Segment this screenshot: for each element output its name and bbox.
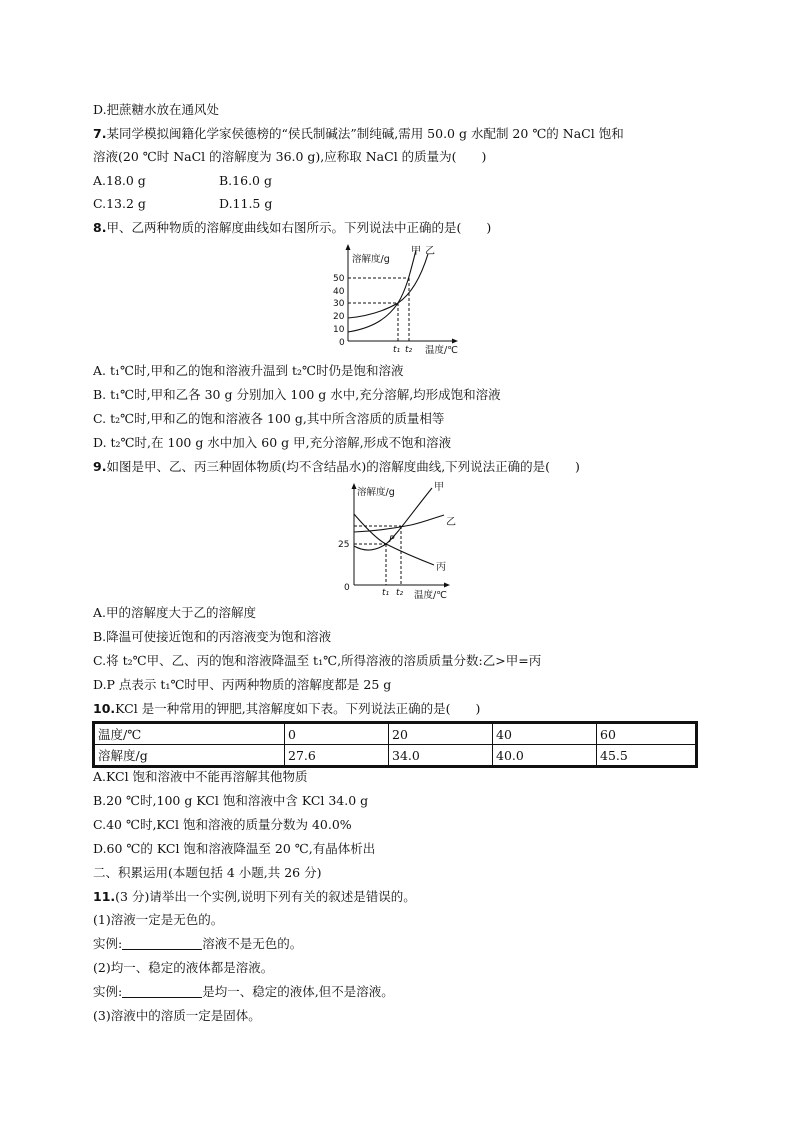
table-cell: 20 [389,723,493,745]
q8-text: 甲、乙两种物质的溶解度曲线如右图所示。下列说法中正确的是( ) [106,220,492,235]
table-cell: 溶解度/g [94,745,285,767]
q10-number: 10. [93,701,116,716]
q9-point-p: P [389,535,395,545]
answer-blank-2[interactable] [122,985,202,998]
q9-xlabel: 温度/℃ [414,590,447,601]
table-cell: 40 [493,723,597,745]
q8-option-d: D. t₂℃时,在 100 g 水中加入 60 g 甲,充分溶解,形成不饱和溶液 [93,435,452,450]
q9-stem [93,459,580,475]
q11-number: 11. [93,889,116,904]
example-label: 实例: [93,936,123,951]
q11-part-2: (2)均一、稳定的液体都是溶液。 [93,960,274,975]
q8-option-b: B. t₁℃时,甲和乙各 30 g 分别加入 100 g 水中,充分溶解,均形成饱和溶液 [93,387,501,402]
table-cell: 60 [597,723,697,745]
q11-stem [93,889,416,905]
q6-option-d: D.把蔗糖水放在通风处 [93,102,220,117]
q8-x-arrow [452,339,458,344]
q10-option-b: B.20 ℃时,100 g KCl 饱和溶液中含 KCl 34.0 g [93,793,369,808]
table-cell: 0 [285,723,389,745]
q8-solubility-chart [318,240,468,358]
table-cell: 27.6 [285,745,389,767]
q8-ytick-10: 10 [333,325,345,335]
q9-solubility-chart [336,478,462,602]
q11-part-3: (3)溶液中的溶质一定是固体。 [93,1008,261,1023]
q11-part-1-example [93,936,302,952]
q11-part-2-example [93,984,394,1000]
q9-x-arrow [444,583,450,588]
q9-option-a: A.甲的溶解度大于乙的溶解度 [93,605,257,620]
q9-text: 如图是甲、乙、丙三种固体物质(均不含结晶水)的溶解度曲线,下列说法正确的是( ) [106,459,580,474]
q10-text: KCl 是一种常用的钾肥,其溶解度如下表。下列说法正确的是( ) [115,701,481,716]
q9-ytick-0: 0 [344,583,350,593]
table-cell: 温度/℃ [94,723,285,745]
q8-xlabel: 温度/℃ [425,345,458,356]
q9-label-yi: 乙 [446,517,456,528]
q8-label-jia: 甲 [411,246,421,257]
q9-ytick-25: 25 [338,540,350,550]
q8-y-ticks [333,274,345,348]
kcl-solubility-table [92,721,698,768]
q9-xtick-t2: t₂ [396,588,404,598]
q9-label-bing: 丙 [436,562,446,573]
q8-option-c: C. t₂℃时,甲和乙的饱和溶液各 100 g,其中所含溶质的质量相等 [93,411,445,426]
q8-number: 8. [93,220,107,235]
q8-ytick-50: 50 [333,274,345,284]
q8-y-arrow [346,244,351,250]
q8-ytick-0: 0 [339,338,345,348]
q7-stem-1 [93,126,624,142]
q7-text-1: 某同学模拟闽籍化学家侯德榜的“侯氏制碱法”制纯碱,需用 50.0 g 水配制 20 ℃的 NaCl 饱和 [106,126,624,141]
q8-stem [93,220,491,236]
q7-option-d: D.11.5 g [219,196,273,211]
q8-option-a: A. t₁℃时,甲和乙的饱和溶液升温到 t₂℃时仍是饱和溶液 [93,363,404,378]
table-row-temperature [94,723,697,745]
q9-number: 9. [93,459,107,474]
q8-label-yi: 乙 [425,246,435,257]
q10-option-a: A.KCl 饱和溶液中不能再溶解其他物质 [93,769,308,784]
example-text: 溶液不是无色的。 [202,936,303,951]
example-text: 是均一、稳定的液体,但不是溶液。 [202,984,394,999]
table-row-solubility [94,745,697,767]
q11-text: (3 分)请举出一个实例,说明下列有关的叙述是错误的。 [115,889,416,904]
q8-xtick-t2: t₂ [405,345,413,355]
q7-number: 7. [93,126,107,141]
q8-ytick-40: 40 [333,287,345,297]
table-cell: 34.0 [389,745,493,767]
q11-part-1: (1)溶液一定是无色的。 [93,912,224,927]
q8-xtick-t1: t₁ [393,345,401,355]
q10-stem [93,701,480,717]
q9-label-jia: 甲 [434,482,444,493]
q9-option-b: B.降温可使接近饱和的丙溶液变为饱和溶液 [93,629,332,644]
q7-option-c: C.13.2 g [93,196,146,211]
q7-option-a: A.18.0 g [93,173,146,188]
section-heading: 二、积累运用(本题包括 4 小题,共 26 分) [93,865,322,880]
q7-stem-2: 溶液(20 ℃时 NaCl 的溶解度为 36.0 g),应称取 NaCl 的质量为( ) [93,149,487,164]
q8-ylabel: 溶解度/g [352,254,390,265]
q8-ytick-20: 20 [333,312,345,322]
q9-option-d: D.P 点表示 t₁℃时甲、丙两种物质的溶解度都是 25 g [93,677,392,692]
example-label: 实例: [93,984,123,999]
table-cell: 45.5 [597,745,697,767]
q9-xtick-t1: t₁ [382,588,390,598]
q9-ylabel: 溶解度/g [357,487,395,498]
table-cell: 40.0 [493,745,597,767]
q9-y-arrow [352,483,357,489]
answer-blank-1[interactable] [122,937,202,950]
q8-ytick-30: 30 [333,299,345,309]
q10-option-d: D.60 ℃的 KCl 饱和溶液降温至 20 ℃,有晶体析出 [93,841,376,856]
q9-option-c: C.将 t₂℃甲、乙、丙的饱和溶液降温至 t₁℃,所得溶液的溶质质量分数:乙>甲=丙 [93,653,542,668]
q7-option-b: B.16.0 g [219,173,272,188]
q10-option-c: C.40 ℃时,KCl 饱和溶液的质量分数为 40.0% [93,817,352,832]
